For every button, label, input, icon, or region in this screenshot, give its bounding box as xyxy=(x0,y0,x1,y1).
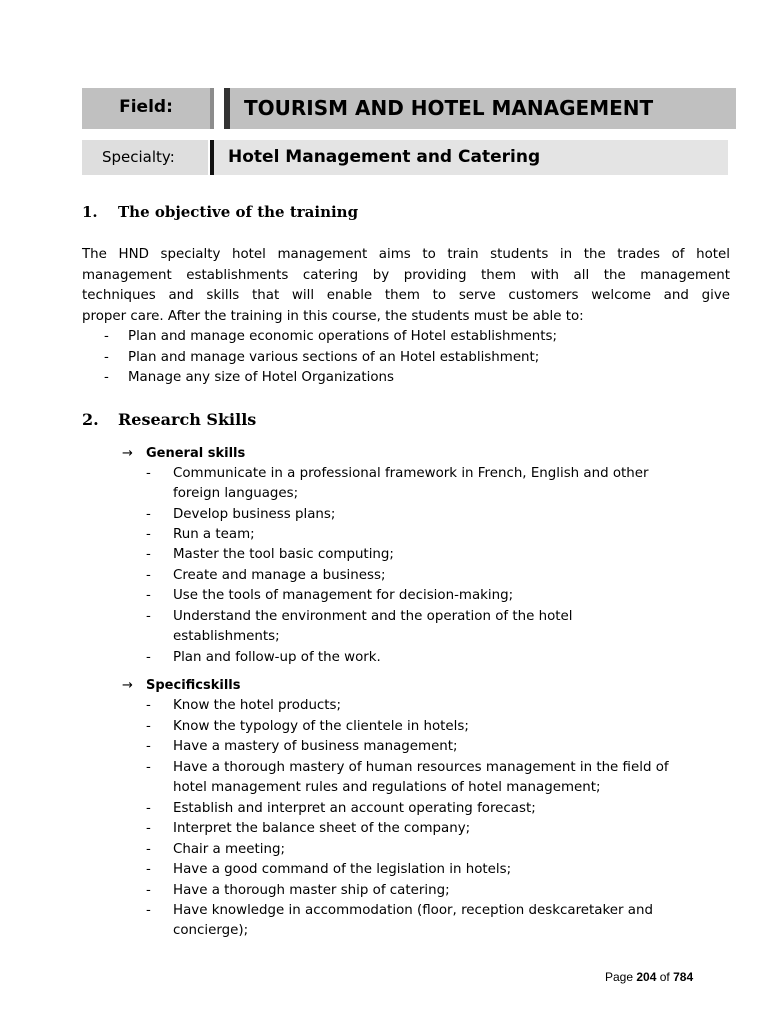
bullet-dash: - xyxy=(146,883,151,898)
specific-skills-heading xyxy=(122,676,240,696)
footer-total-pages: 784 xyxy=(673,970,694,984)
bullet-dash: - xyxy=(104,370,109,385)
general-skill-item: Plan and follow-up of the work. xyxy=(173,650,381,665)
paragraph-line: techniques and skills that will enable them to serve customers welcome and give xyxy=(82,288,730,303)
specific-skill-item-continued: concierge); xyxy=(173,923,249,938)
section-2-heading xyxy=(82,410,256,429)
bullet-dash: - xyxy=(146,760,151,775)
bullet-dash: - xyxy=(146,588,151,603)
bullet-dash: - xyxy=(146,466,151,481)
general-skill-item-continued: foreign languages; xyxy=(173,486,299,501)
general-skills-heading xyxy=(122,444,245,464)
objective-bullet: Manage any size of Hotel Organizations xyxy=(128,370,395,385)
specific-skill-item: Know the typology of the clientele in hotels; xyxy=(173,719,469,734)
paragraph-line: proper care. After the training in this course, the students must be able to: xyxy=(82,308,584,324)
specific-skill-item: Chair a meeting; xyxy=(173,842,285,857)
field-row xyxy=(82,88,730,129)
specific-skill-item: Have a mastery of business management; xyxy=(173,739,458,754)
bullet-dash: - xyxy=(146,527,151,542)
objective-bullet: Plan and manage various sections of an Hotel establishment; xyxy=(128,350,540,365)
bullet-dash: - xyxy=(146,568,151,583)
field-value-box xyxy=(224,88,736,129)
specific-skills-title: Specificskills xyxy=(146,678,241,693)
general-skill-item: Communicate in a professional framework in French, English and other xyxy=(173,466,649,481)
bullet-dash: - xyxy=(146,801,151,816)
bullet-dash: - xyxy=(104,350,109,365)
field-value: TOURISM AND HOTEL MANAGEMENT xyxy=(244,96,654,120)
section-2-number: 2. xyxy=(82,410,99,429)
bullet-dash: - xyxy=(104,329,109,344)
section-1-paragraph xyxy=(82,245,730,327)
field-label: Field: xyxy=(119,97,173,117)
section-2-title: Research Skills xyxy=(118,410,257,429)
general-skill-item: Develop business plans; xyxy=(173,507,336,522)
bullet-dash: - xyxy=(146,842,151,857)
specific-skill-item: Establish and interpret an account operating forecast; xyxy=(173,801,536,816)
bullet-dash: - xyxy=(146,862,151,877)
objective-bullet: Plan and manage economic operations of Hotel establishments; xyxy=(128,329,557,344)
specific-skill-item-continued: hotel management rules and regulations of hotel management; xyxy=(173,780,601,795)
footer-page-word: Page xyxy=(605,970,634,984)
specific-skill-item: Have a good command of the legislation in hotels; xyxy=(173,862,512,877)
bullet-dash: - xyxy=(146,719,151,734)
specialty-label: Specialty: xyxy=(102,148,175,166)
specific-skill-item: Have a thorough master ship of catering; xyxy=(173,883,450,898)
bullet-dash: - xyxy=(146,903,151,918)
arrow-right-icon: → xyxy=(122,678,133,693)
page-footer xyxy=(605,970,693,984)
bullet-dash: - xyxy=(146,547,151,562)
field-separator xyxy=(210,88,214,129)
general-skill-item: Run a team; xyxy=(173,527,255,542)
paragraph-line: The HND specialty hotel management aims to train students in the trades of hotel xyxy=(82,247,730,262)
general-skill-item: Understand the environment and the operation of the hotel xyxy=(173,609,573,624)
footer-page-number: 204 xyxy=(636,970,657,984)
specialty-row xyxy=(82,140,730,175)
general-skill-item: Use the tools of management for decision-making; xyxy=(173,588,514,603)
general-skill-item: Master the tool basic computing; xyxy=(173,547,394,562)
specific-skill-item: Have knowledge in accommodation (floor, reception deskcaretaker and xyxy=(173,903,653,918)
specialty-value: Hotel Management and Catering xyxy=(228,147,541,167)
bullet-dash: - xyxy=(146,609,151,624)
specific-skill-item: Interpret the balance sheet of the company; xyxy=(173,821,471,836)
specialty-value-box xyxy=(210,140,728,175)
general-skill-item: Create and manage a business; xyxy=(173,568,386,583)
bullet-dash: - xyxy=(146,507,151,522)
footer-of-word: of xyxy=(659,970,670,984)
bullet-dash: - xyxy=(146,821,151,836)
paragraph-line: management establishments catering by providing them with all the management xyxy=(82,267,730,283)
field-label-box xyxy=(82,88,210,129)
section-1-heading xyxy=(82,203,358,221)
bullet-dash: - xyxy=(146,650,151,665)
general-skill-item-continued: establishments; xyxy=(173,629,280,644)
specific-skill-item: Have a thorough mastery of human resources management in the field of xyxy=(173,760,669,775)
bullet-dash: - xyxy=(146,698,151,713)
specialty-label-box xyxy=(82,140,208,175)
specific-skill-item: Know the hotel products; xyxy=(173,698,342,713)
section-1-number: 1. xyxy=(82,203,98,221)
bullet-dash: - xyxy=(146,739,151,754)
section-1-title: The objective of the training xyxy=(118,203,359,221)
arrow-right-icon: → xyxy=(122,446,133,461)
general-skills-title: General skills xyxy=(146,446,246,461)
